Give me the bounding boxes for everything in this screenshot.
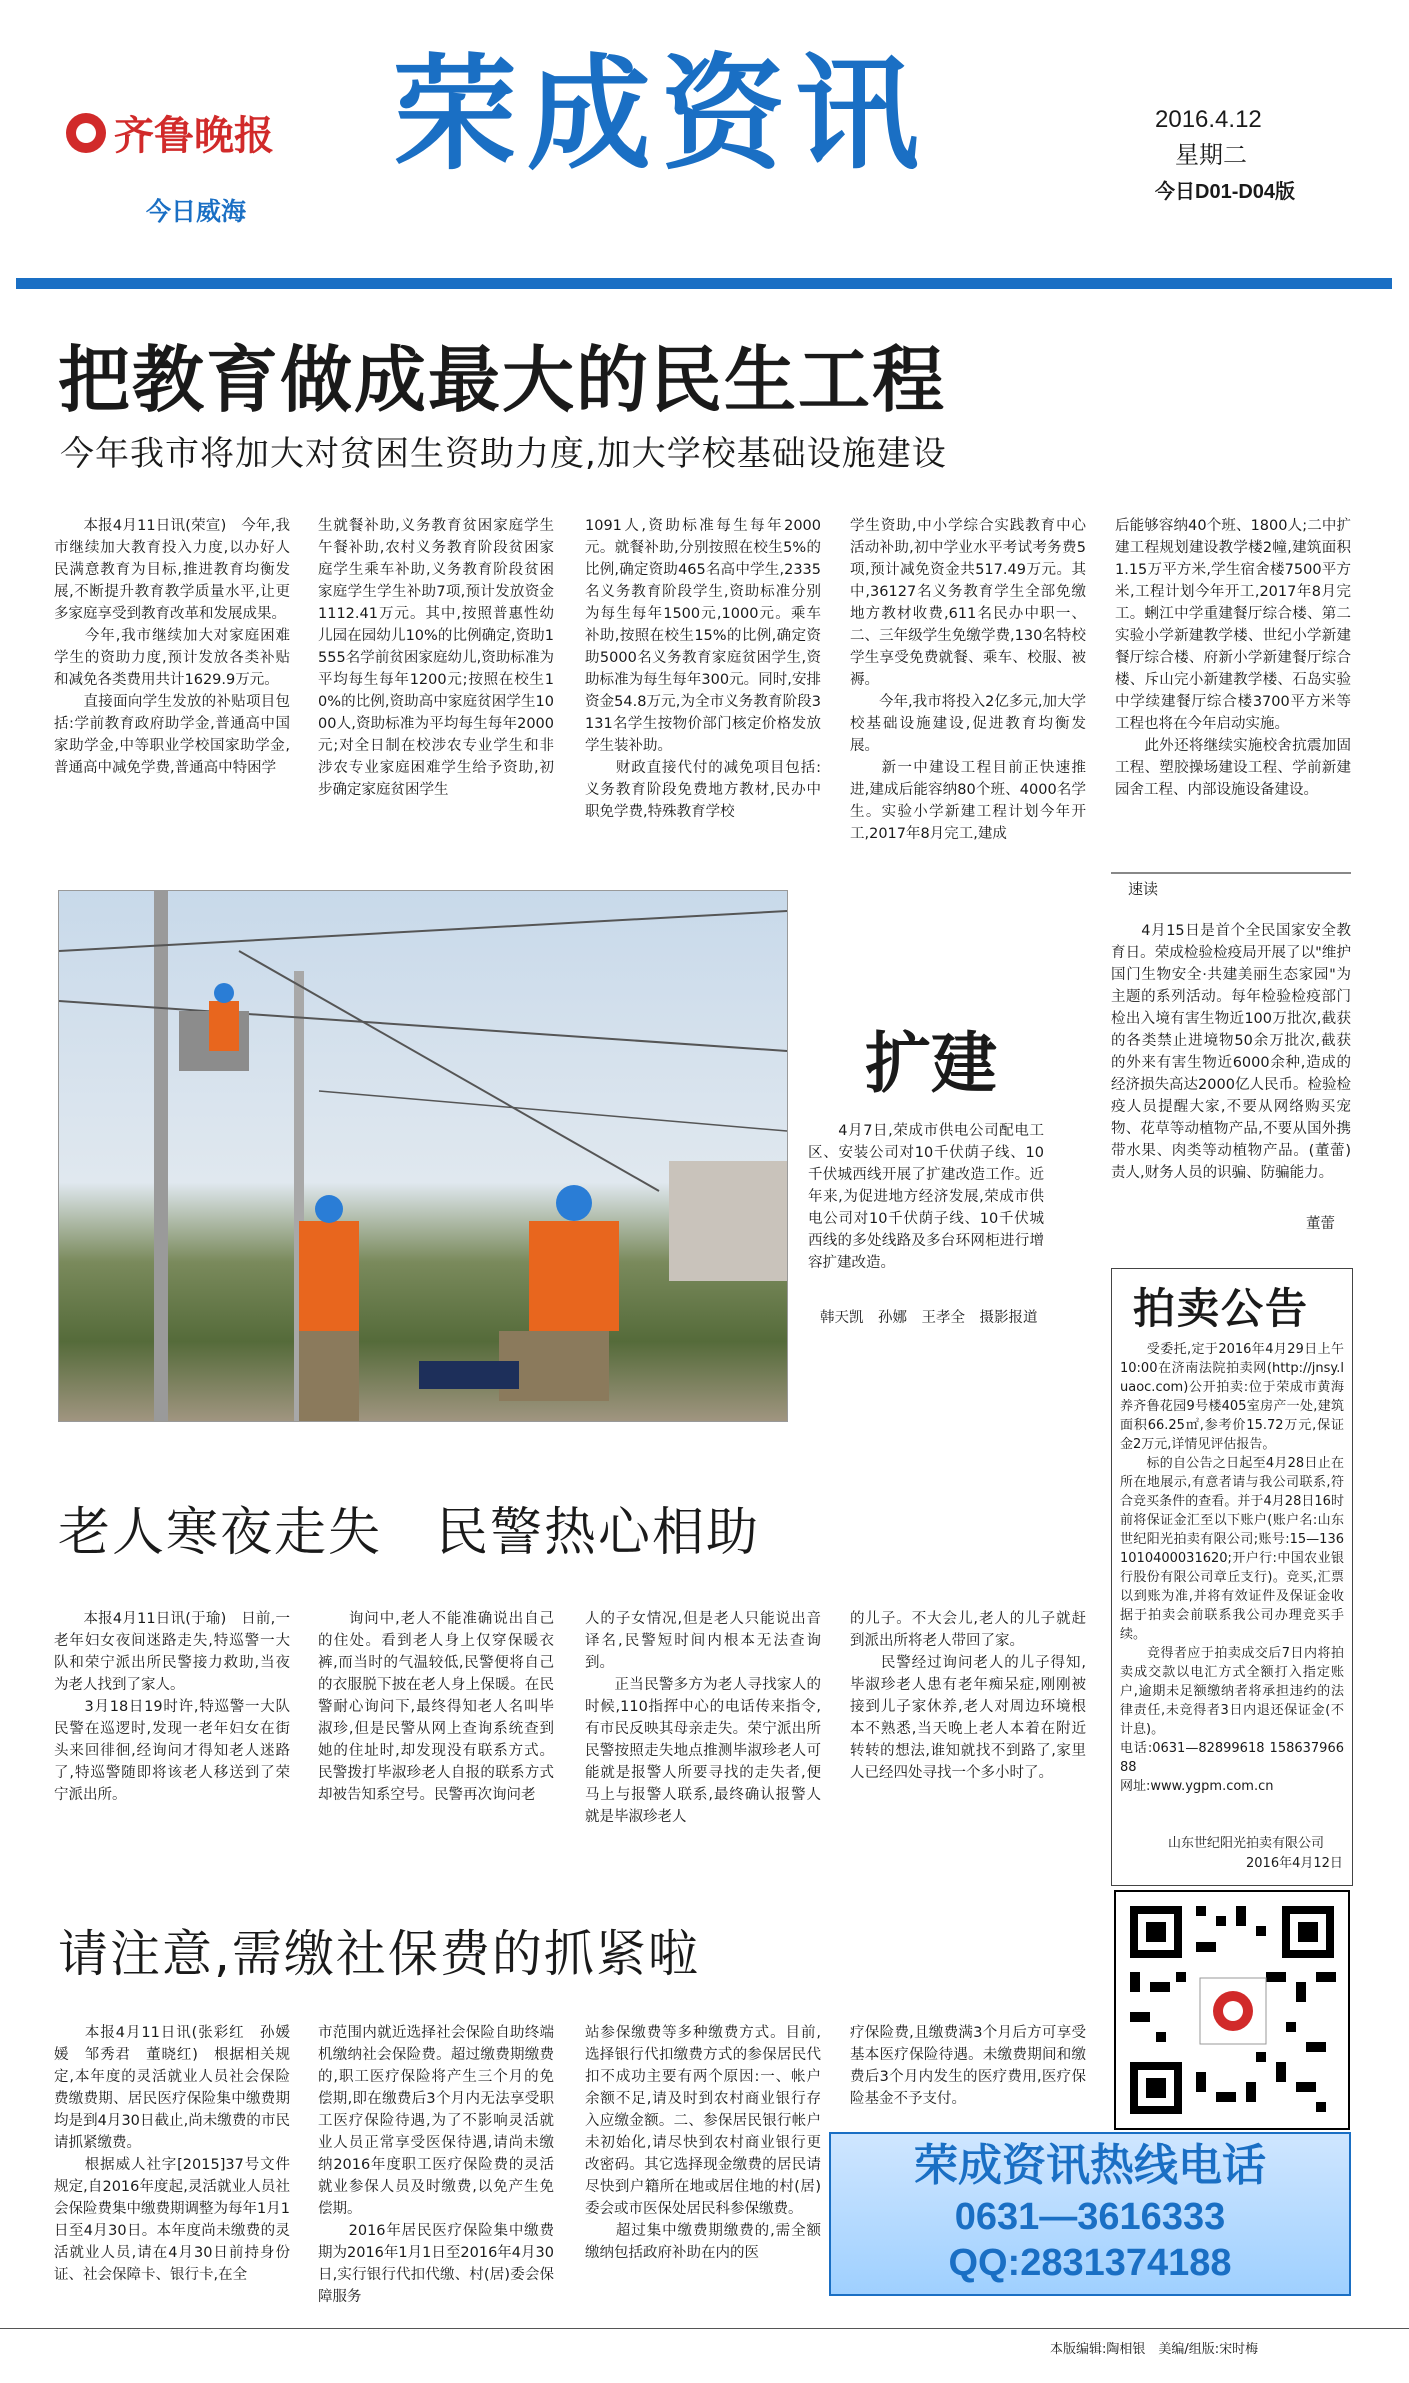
photo-story-title: 扩建 [865, 1025, 997, 1102]
photo-illustration [59, 891, 787, 1421]
masthead-date-block [1155, 102, 1295, 210]
story3-column-1: 本报4月11日讯(张彩红 孙媛媛 邹秀君 董晓红) 根据相关规定,本年度的灵活就业人员社会保险费缴费期、居民医疗保险集中缴费期均是到4月30日截止,尚未缴费的市民请抓紧缴费。 根据威人社字[2015]37号文件规定,自2016年度起,灵活就业人员社会保险费集中缴费期调整为每年1月1日至4月30日。本年度尚未缴费的灵活就业人员,请在4月30日前持身份证、社会保障卡、银行卡,在全 [54, 2025, 290, 2283]
issue-weekday: 星期二 [1175, 142, 1247, 169]
qr-code [1114, 1890, 1350, 2130]
story2-column-2: 询问中,老人不能准确说出自己的住处。看到老人身上仅穿保暖衣裤,而当时的气温较低,民警便将自己的衣服脱下披在老人身上保暖。在民警耐心询问下,最终得知老人名叫毕淑珍,但是民警从网上查询系统查到她的住址时,却发现没有联系方式。民警拨打毕淑珍老人自报的联系方式却被告知系空号。民警再次询问老 [318, 1611, 554, 1803]
lead-column-1: 本报4月11日讯(荣宣) 今年,我市继续加大教育投入力度,以办好人民满意教育为目标,推进教育均衡发展,不断提升教育教学质量水平,让更多家庭享受到教育改革和发展成果。 今年,我市继续加大对家庭困难学生的资助力度,预计发放各类补贴和减免各类费用共计1629.9万元。 直接面向学生发放的补贴项目包括:学前教育政府助学金,普通高中国家助学金,中等职业学校国家助学金,普通高中减免学费,普通高中特困学 [54, 518, 290, 776]
issue-date: 2016.4.12 [1155, 106, 1262, 133]
story3-headline: 请注意,需缴社保费的抓紧啦 [58, 1925, 700, 1983]
story3-column-3: 站参保缴费等多种缴费方式。目前,选择银行代扣缴费方式的参保居民代扣不成功主要有两个原因:一、帐户余额不足,请及时到农村商业银行存入应缴金额。二、参保居民银行帐户未初始化,请尽快到农村商业银行更改密码。其它选择现金缴费的居民请尽快到户籍所在地或居住地的村(居)委会或市医保处居民科参保缴费。 超过集中缴费期缴费的,需全额缴纳包括政府补助在内的医 [585, 2025, 821, 2261]
sidebar-byline: 董蕾 [1306, 1216, 1335, 1232]
issue-pages: 今日D01-D04版 [1155, 181, 1296, 203]
qr-code-icon [1116, 1892, 1348, 2128]
lead-column-5: 后能够容纳40个班、1800人;二中扩建工程规划建设教学楼2幢,建筑面积1.15万平方米,学生宿舍楼7500平方米,工程计划今年开工,2017年8月完工。蜊江中学重建餐厅综合楼、第二实验小学新建教学楼、世纪小学新建餐厅综合楼、府新小学新建餐厅综合楼、斥山完小新建教学楼、石岛实验中学续建餐厅综合楼3700平方米等工程也将在今年启动实施。 此外还将继续实施校舍抗震加固工程、塑胶操场建设工程、学前新建园舍工程、内部设施设备建设。 [1115, 518, 1351, 798]
logo-icon [66, 113, 106, 153]
hotline-phone: 0631—3616333 [954, 2196, 1226, 2238]
hotline-title: 荣成资讯热线电话 [914, 2140, 1266, 2191]
auction-text: 受委托,定于2016年4月29日上午10:00在济南法院拍卖网(http://jnsy.luaoc.com)公开拍卖:位于荣成市黄海养齐鲁花园9号楼405室房产一处,建筑面积66.25㎡,参考价15.72万元,保证金2万元,详情见评估报告。 标的自公告之日起至4月28日止在所在地展示,有意者请与我公司联系,符合竞买条件的查看。并于4月28日16时前将保证金汇至以下账户(账户名:山东世纪阳光拍卖有限公司;账号:15—1361010400031620;开户行:中国农业银行股份有限公司章丘支行)。竞买,汇票以到账为准,并将有效证件及保证金收据于拍卖会前联系我公司办理竞买手续。 竞得者应于拍卖成交后7日内将拍卖成交款以电汇方式全额打入指定账户,逾期未足额缴纳者将承担违约的法律责任,未竞得者3日内退还保证金(不计息)。 电话:0631—82899618 15863796688 网址:www.ygpm.com.cn [1120, 1342, 1344, 1794]
auction-company: 山东世纪阳光拍卖有限公司 [1168, 1836, 1325, 1851]
footer-rule [0, 2328, 1409, 2329]
lead-subhead: 今年我市将加大对贫困生资助力度,加大学校基础设施建设 [60, 434, 947, 474]
lead-headline: 把教育做成最大的民生工程 [58, 338, 947, 422]
story3-column-2: 市范围内就近选择社会保险自助终端机缴纳社会保险费。超过缴费期缴费的,职工医疗保险将产生三个月的免偿期,即在缴费后3个月内无法享受职工医疗保险待遇,为了不影响灵活就业人员正常享受医保待遇,请尚未缴纳2016年度职工医疗保险费的灵活就业参保人员及时缴费,以免产生免偿期。 2016年居民医疗保险集中缴费期为2016年1月1日至2016年4月30日,实行银行代扣代缴、村(居)委会保障服务 [318, 2025, 554, 2305]
news-photo [58, 890, 788, 1422]
photo-story-text: 4月7日,荣成市供电公司配电工区、安装公司对10千伏荫子线、10千伏城西线开展了扩建改造工作。近年来,为促进地方经济发展,荣成市供电公司对10千伏荫子线、10千伏城西线的多处线路及多台环网柜进行增容扩建改造。 [808, 1123, 1044, 1271]
story3-column-4: 疗保险费,且缴费满3个月后方可享受基本医疗保险待遇。未缴费期间和缴费后3个月内发生的医疗费用,医疗保险基金不予支付。 [850, 2025, 1086, 2107]
photo-credit: 韩天凯 孙娜 王孝全 摄影报道 [820, 1310, 1038, 1326]
story2-headline: 老人寒夜走失 民警热心相助 [58, 1503, 761, 1563]
logo-text: 齐鲁晚报 [114, 112, 274, 159]
lead-column-2: 生就餐补助,义务教育贫困家庭学生午餐补助,农村义务教育阶段贫困家庭学生乘车补助,义务教育阶段贫困家庭学生学生补助7项,预计发放资金1112.41万元。其中,按照普惠性幼儿园在园幼儿10%的比例确定,资助1555名学前贫困家庭幼儿,资助标准为平均每生每年1200元;按照在校生10%的比例,资助高中家庭贫困学生1000人,资助标准为平均每生每年2000元;对全日制在校涉农专业学生和非涉农专业家庭困难学生给予资助,初步确定家庭贫困学生 [318, 518, 554, 798]
section-label: 今日威海 [146, 197, 247, 226]
story2-column-4: 的儿子。不大会儿,老人的儿子就赶到派出所将老人带回了家。 民警经过询问老人的儿子得知,毕淑珍老人患有老年痴呆症,刚刚被接到儿子家休养,老人对周边环境根本不熟悉,当天晚上老人本着在附近转转的想法,谁知就找不到路了,家里人已经四处寻找一个多小时了。 [850, 1611, 1086, 1781]
hotline-qq: QQ:2831374188 [948, 2242, 1232, 2284]
lead-column-3: 1091人,资助标准每生每年2000元。就餐补助,分别按照在校生5%的比例,确定资助465名高中学生,2335名义务教育阶段学生,资助标准分别为每生每年1500元,1000元。乘车补助,按照在校生15%的比例,确定资助5000名义务教育家庭贫困学生,资助标准为每生每年300元。同时,安排资金54.8万元,为全市义务教育阶段3131名学生按物价部门核定价格发放学生装补助。 财政直接代付的减免项目包括:义务教育阶段免费地方教材,民办中职免学费,特殊教育学校 [585, 518, 821, 820]
auction-title: 拍卖公告 [1133, 1284, 1310, 1333]
sidebar-rule [1111, 872, 1351, 874]
masthead-rule [16, 278, 1392, 289]
story2-column-1: 本报4月11日讯(于瑜) 日前,一老年妇女夜间迷路走失,特巡警一大队和荣宁派出所民警接力救助,当夜为老人找到了家人。 3月18日19时许,特巡警一大队民警在巡逻时,发现一老年妇女在街头来回徘徊,经询问才得知老人迷路了,特巡警随即将该老人移送到了荣宁派出所。 [54, 1611, 290, 1803]
hotline-banner [829, 2132, 1351, 2296]
lead-column-4: 学生资助,中小学综合实践教育中心活动补助,初中学业水平考试考务费5项,预计减免资金共517.49万元。其中,36127名义务教育学生全部免缴地方教材收费,611名民办中职一、二、三年级学生免缴学费,130名特校学生享受免费就餐、乘车、校服、被褥。 今年,我市将投入2亿多元,加大学校基础设施建设,促进教育均衡发展。 新一中建设工程目前正快速推进,建成后能容纳80个班、4000名学生。实验小学新建工程计划今年开工,2017年8月完工,建成 [850, 518, 1086, 842]
sidebar-text: 4月15日是首个全民国家安全教育日。荣成检验检疫局开展了以"维护国门生物安全·共建美丽生态家园"为主题的系列活动。每年检验检疫部门检出入境有害生物近100万批次,截获的各类禁止进境物50余万批次,截获的外来有害生物近6000余种,造成的经济损失高达2000亿人民币。检验检疫人员提醒大家,不要从网络购买宠物、花草等动植物产品,不要从国外携带水果、肉类等动植物产品。(董蕾)责人,财务人员的识骗、防骗能力。 [1111, 923, 1351, 1181]
footer-credits: 本版编辑:陶相银 美编/组版:宋时梅 [1050, 2342, 1259, 2357]
logo [66, 104, 274, 161]
auction-date: 2016年4月12日 [1246, 1856, 1343, 1871]
sidebar-label: 速读 [1128, 880, 1159, 898]
story2-column-3: 人的子女情况,但是老人只能说出音译名,民警短时间内根本无法查询到。 正当民警多方为老人寻找家人的时候,110指挥中心的电话传来指令,有市民反映其母亲走失。荣宁派出所民警按照走失地点推测毕淑珍老人可能就是报警人所要寻找的走失者,便马上与报警人联系,最终确认报警人就是毕淑珍老人 [585, 1611, 821, 1825]
masthead-title: 荣成资讯 [393, 43, 930, 187]
